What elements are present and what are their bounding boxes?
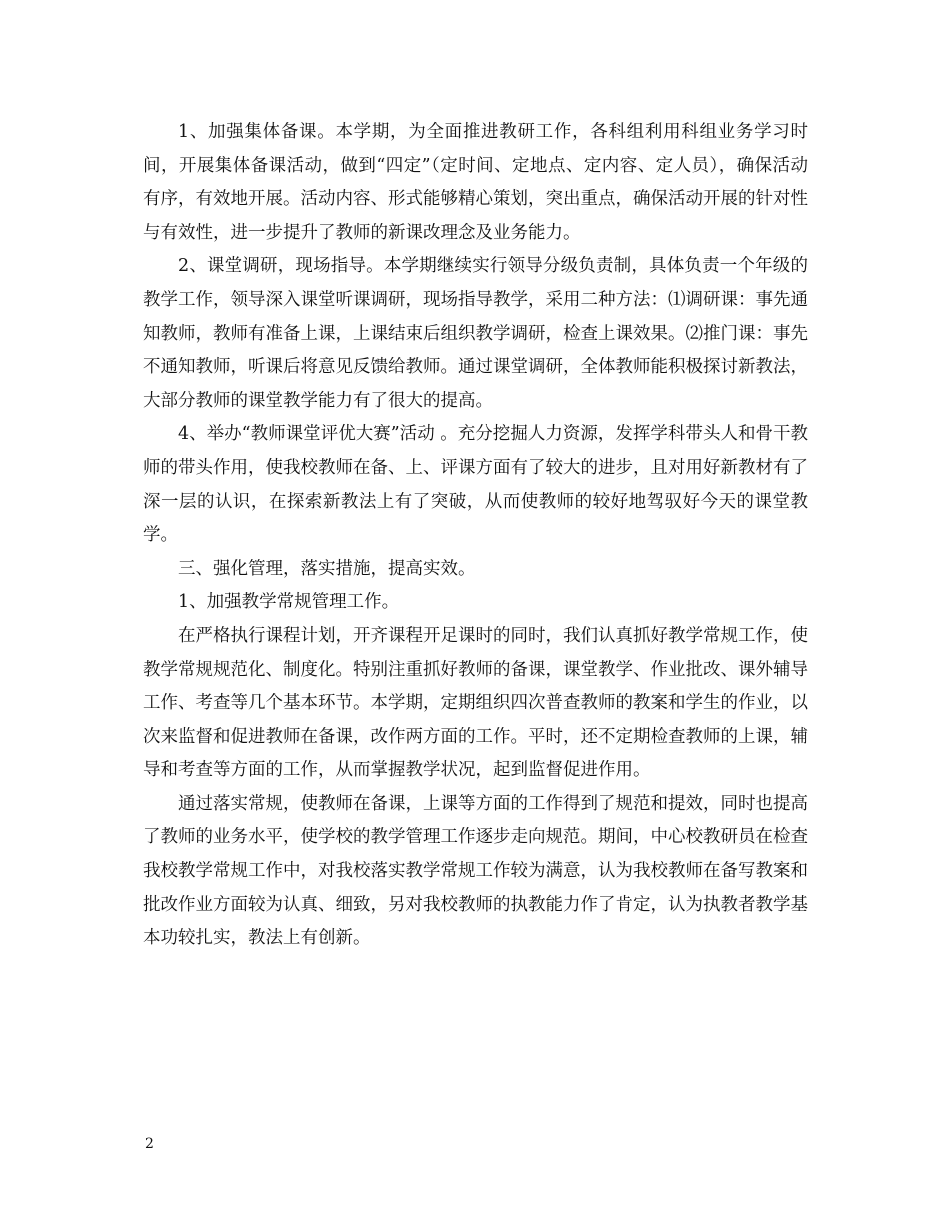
document-body [143,116,808,956]
paragraph-routine-details: 在严格执行课程计划，开齐课程开足课时的同时，我们认真抓好教学常规工作，使教学常规规范化、制度化。特别注重抓好教师的备课，课堂教学、作业批改、课外辅导工作、考查等几个基本环节。本学期，定期组织四次普查教师的教案和学生的作业，以次来监督和促进教师在备课，改作两方面的工作。平时，还不定期检查教师的上课，辅导和考查等方面的工作，从而掌握教学状况，起到监督促进作用。 [143,625,808,781]
subheading-routine-management: 1、加强教学常规管理工作。 [178,592,400,613]
paragraph-collective-lesson-prep: 1、加强集体备课。本学期，为全面推进教研工作，各科组利用科组业务学习时间，开展集体备课活动，做到“四定”（定时间、定地点、定内容、定人员），确保活动有序，有效地开展。活动内容、形式能够精心策划，突出重点，确保活动开展的针对性与有效性，进一步提升了教师的新课改理念及业务能力。 [143,122,808,243]
paragraph-routine-results: 通过落实常规，使教师在备课，上课等方面的工作得到了规范和提效，同时也提高了教师的业务水平，使学校的教学管理工作逐步走向规范。期间，中心校教研员在检查我校教学常规工作中，对我校落实教学常规工作较为满意，认为我校教师在备写教案和批改作业方面较为认真、细致，另对我校教师的执教能力作了肯定，认为执教者教学基本功较扎实，教法上有创新。 [143,793,808,949]
paragraph-classroom-research: 2、课堂调研，现场指导。本学期继续实行领导分级负责制，具体负责一个年级的教学工作，领导深入课堂听课调研，现场指导教学，采用二种方法：⑴调研课：事先通知教师，教师有准备上课，上课结束后组织教学调研，检查上课效果。⑵推门课：事先不通知教师，听课后将意见反馈给教师。通过课堂调研，全体教师能积极探讨新教法，大部分教师的课堂教学能力有了很大的提高。 [143,256,808,411]
section-heading-management: 三、强化管理，落实措施，提高实效。 [178,558,476,579]
page-number: 2 [145,1136,154,1152]
paragraph-teaching-contest: 4、举办“教师课堂评优大赛”活动 。充分挖掘人力资源，发挥学科带头人和骨干教师的带头作用，使我校教师在备、上、评课方面有了较大的进步，且对用好新教材有了深一层的认识，在探索新教法上有了突破，从而使教师的较好地驾驭好今天的课堂教学。 [143,424,808,546]
